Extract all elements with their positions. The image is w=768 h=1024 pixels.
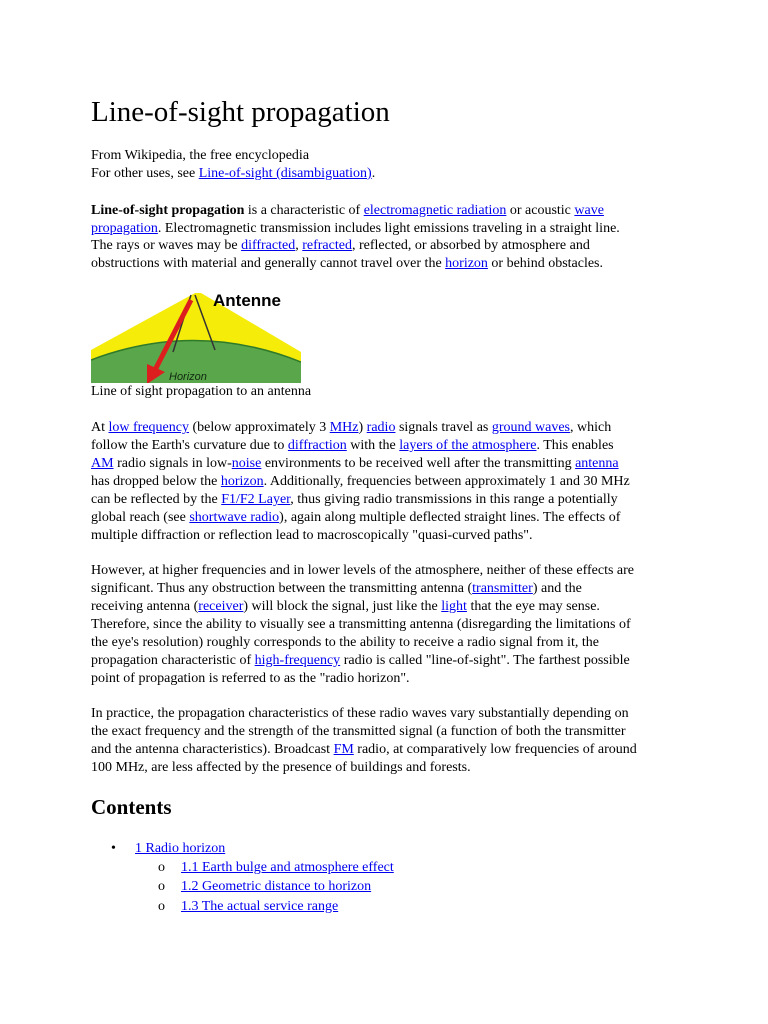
toc-item-earth-bulge[interactable]: 1.1 Earth bulge and atmosphere effect [181,860,394,875]
text: , [295,238,303,253]
text: radio signals in low- [113,456,232,471]
para3-line-4: 100 MHz, are less affected by the presence of buildings and forests. [91,760,471,775]
text: and the antenna characteristics). Broadcast [91,742,334,757]
link-wave-propagation-2[interactable]: propagation [91,221,158,236]
hatnote-suffix: . [371,166,376,181]
intro-bold-term: Line-of-sight propagation [91,203,245,218]
link-mhz[interactable]: MHz [329,420,359,435]
link-transmitter[interactable]: transmitter [472,581,533,596]
text: is a characteristic of [244,203,364,218]
link-electromagnetic-radiation[interactable]: electromagnetic radiation [363,203,507,218]
link-ground-waves[interactable]: ground waves [491,420,571,435]
link-horizon[interactable]: horizon [445,256,488,271]
para1-line-7: multiple diffraction or reflection lead to macroscopically "quasi-curved paths". [91,528,533,543]
link-diffraction[interactable]: diffraction [287,438,347,453]
text: signals travel as [395,420,492,435]
text: , which [570,420,612,435]
text: , thus giving radio transmissions in this range a potentially [290,492,618,507]
para1-line-4 [91,473,630,491]
text: At [91,420,109,435]
text: radio is called "line-of-sight". The farthest possible [340,653,630,668]
contents-heading: Contents [91,795,172,819]
bullet-icon: • [111,841,116,856]
para2-line-6 [91,652,630,670]
link-radio[interactable]: radio [366,420,396,435]
sub-bullet-icon: o [158,899,165,914]
text: ) will block the signal, just like the [243,599,442,614]
link-am[interactable]: AM [91,456,114,471]
text: . Additionally, frequencies between approximately 1 and 30 MHz [263,474,630,489]
intro-line-3 [91,237,590,255]
intro-line-2 [91,220,620,238]
text: follow the Earth's curvature due to [91,438,288,453]
para3-line-2: the exact frequency and the strength of the transmitted signal (a function of both the transmitter [91,724,626,739]
para1-line-6 [91,509,620,527]
disambiguation-link[interactable]: Line-of-sight (disambiguation) [198,166,372,181]
toc-item-radio-horizon[interactable]: 1 Radio horizon [135,841,226,856]
text: that the eye may sense. [466,599,600,614]
text: . Electromagnetic transmission includes light emissions traveling in a straight line. [157,221,620,236]
link-wave-propagation[interactable]: wave [574,203,604,218]
text: with the [346,438,400,453]
para1-line-3 [91,455,619,473]
link-high-frequency[interactable]: high-frequency [254,653,341,668]
para1-line-2 [91,437,614,455]
sub-bullet-icon: o [158,879,165,894]
para3-line-3 [91,741,637,759]
text: has dropped below the [91,474,221,489]
toc-item-geometric-distance[interactable]: 1.2 Geometric distance to horizon [181,879,372,894]
text: obstructions with material and generally cannot travel over the [91,256,446,271]
intro-line-1 [91,202,604,220]
text: ) [358,420,367,435]
text: . This enables [536,438,614,453]
text: can be reflected by the [91,492,222,507]
sub-bullet-icon: o [158,860,165,875]
toc-item-service-range[interactable]: 1.3 The actual service range [181,899,339,914]
figure-caption: Line of sight propagation to an antenna [91,384,312,399]
text: significant. Thus any obstruction between the transmitting antenna ( [91,581,473,596]
link-atmosphere-layers[interactable]: layers of the atmosphere [399,438,537,453]
link-noise[interactable]: noise [231,456,262,471]
hatnote [91,165,375,183]
text: ) and the [532,581,582,596]
para2-line-7: point of propagation is referred to as the "radio horizon". [91,671,410,686]
antenna-illustration [91,290,301,383]
text: (below approximately 3 [188,420,330,435]
link-horizon-2[interactable]: horizon [220,474,264,489]
para3-line-1: In practice, the propagation characteristics of these radio waves vary substantially depending on [91,706,629,721]
link-f1-f2-layer[interactable]: F1/F2 Layer [221,492,291,507]
para2-line-1: However, at higher frequencies and in lower levels of the atmosphere, neither of these effects are [91,563,635,578]
page-title: Line-of-sight propagation [91,96,390,128]
link-antenna[interactable]: antenna [575,456,619,471]
text: or acoustic [506,203,575,218]
text: radio, at comparatively low frequencies of around [353,742,637,757]
para1-line-5 [91,491,618,509]
intro-line-4 [91,255,603,273]
horizon-label: Horizon [169,371,207,383]
text: , reflected, or absorbed by atmosphere and [351,238,590,253]
para2-line-3 [91,598,600,616]
link-low-frequency[interactable]: low frequency [108,420,189,435]
hatnote-prefix: For other uses, see [91,166,199,181]
para2-line-2 [91,580,582,598]
link-fm[interactable]: FM [333,742,354,757]
text: The rays or waves may be [91,238,242,253]
antenna-figure[interactable] [91,290,301,383]
text: receiving antenna ( [91,599,199,614]
text: propagation characteristic of [91,653,255,668]
link-shortwave-radio[interactable]: shortwave radio [189,510,280,525]
link-refracted[interactable]: refracted [302,238,352,253]
link-receiver[interactable]: receiver [198,599,244,614]
link-diffracted[interactable]: diffracted [241,238,296,253]
text: or behind obstacles. [487,256,604,271]
text: global reach (see [91,510,190,525]
text: environments to be received well after the transmitting [261,456,576,471]
para2-line-5: the eye's resolution) roughly corresponds to the ability to receive a radio signal from it, the [91,635,599,650]
para1-line-1 [91,419,611,437]
link-light[interactable]: light [441,599,467,614]
from-line: From Wikipedia, the free encyclopedia [91,148,310,163]
antenne-label: Antenne [213,291,281,310]
text: ), again along multiple deflected straight lines. The effects of [279,510,621,525]
para2-line-4: Therefore, since the ability to visually see a transmitting antenna (disregarding the limitations of [91,617,631,632]
